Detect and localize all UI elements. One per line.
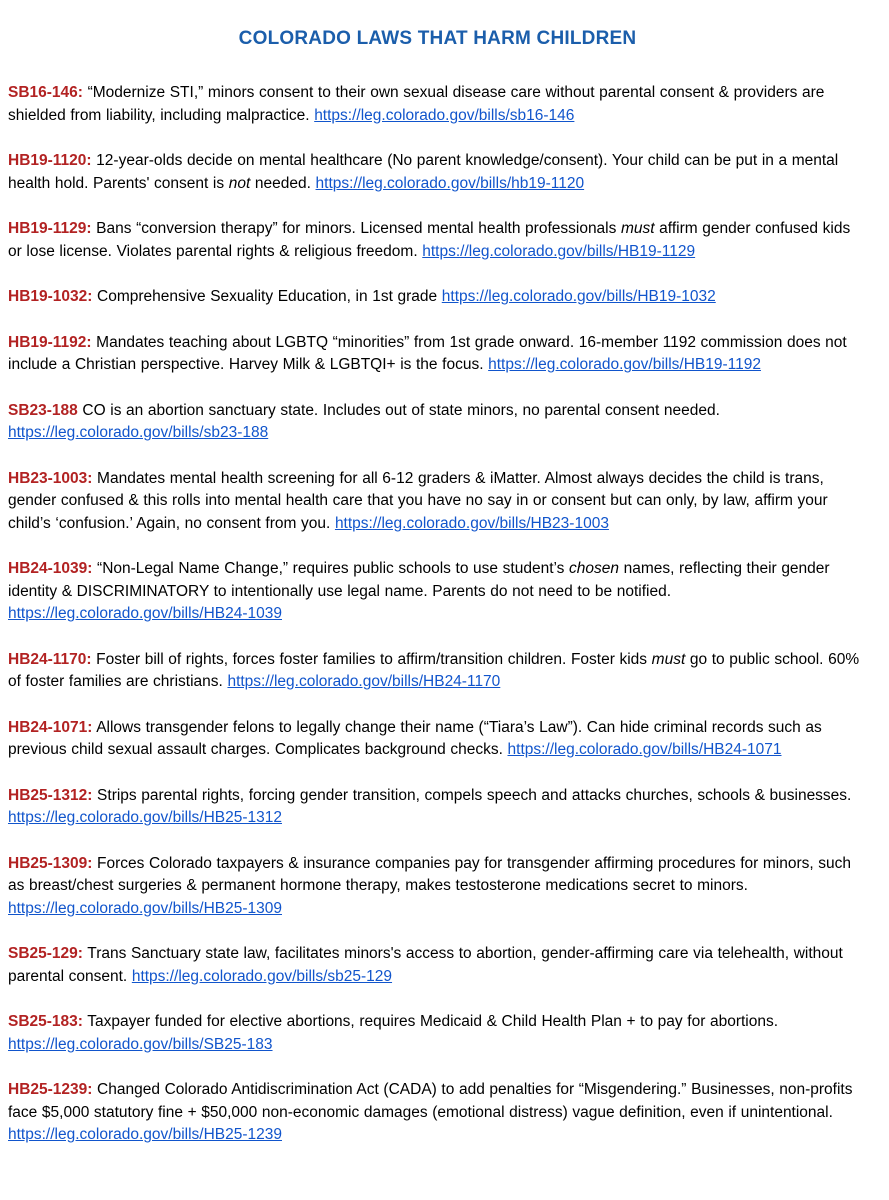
bill-link[interactable]: https://leg.colorado.gov/bills/HB24-1039 <box>8 605 282 622</box>
law-item <box>8 332 867 377</box>
body-text: needed. <box>250 174 316 192</box>
body-text: “Modernize STI,” minors consent to their own sexual disease care without parental consent & providers are shielded from liability, including malpractice. <box>8 84 825 124</box>
body-text: “Non-Legal Name Change,” requires public schools to use student’s <box>92 560 570 577</box>
bill-link[interactable]: https://leg.colorado.gov/bills/HB25-1309 <box>8 899 282 917</box>
body-text-italic: not <box>228 174 251 192</box>
body-text-italic: must <box>620 220 655 237</box>
bill-link[interactable]: https://leg.colorado.gov/bills/HB24-1071 <box>507 741 782 758</box>
bill-number: HB23-1003: <box>8 469 93 487</box>
bill-link[interactable]: https://leg.colorado.gov/bills/HB19-1032 <box>441 288 716 305</box>
law-item <box>8 785 867 830</box>
bill-number: HB24-1039: <box>8 560 93 577</box>
bill-number: SB16-146: <box>8 84 83 101</box>
body-text: Allows transgender felons to legally change their name (“Tiara’s Law”). Can hide criminal records such as previous child sexual assault charges. Complicates background checks. <box>8 718 822 758</box>
body-text: names, reflecting their gender identity & DISCRIMINATORY to intentionally use legal name. Parents do not need to be notified. <box>8 560 830 600</box>
body-text: Trans Sanctuary state law, facilitates minors's access to abortion, gender-affirming care via telehealth, without parental consent. <box>8 945 843 985</box>
bill-number: HB25-1309: <box>8 854 93 872</box>
bill-link[interactable]: https://leg.colorado.gov/bills/HB25-1312 <box>8 809 282 826</box>
bill-number: SB23-188 <box>8 401 78 419</box>
bill-number: HB19-1120: <box>8 152 92 169</box>
bill-link[interactable]: https://leg.colorado.gov/bills/HB25-1239 <box>8 1126 282 1143</box>
body-text: go to public school. 60% of foster families are christians. <box>8 650 860 690</box>
bill-link[interactable]: https://leg.colorado.gov/bills/sb25-129 <box>131 967 393 985</box>
bill-number: HB24-1170: <box>8 650 92 668</box>
bill-number: HB19-1129: <box>8 220 92 237</box>
body-text: Comprehensive Sexuality Education, in 1st grade <box>92 288 442 305</box>
law-item <box>8 1011 867 1056</box>
bill-link[interactable]: https://leg.colorado.gov/bills/sb23-188 <box>8 424 269 441</box>
bill-link[interactable]: https://leg.colorado.gov/bills/HB23-1003 <box>334 514 609 532</box>
bill-number: HB24-1071: <box>8 718 93 736</box>
law-item <box>8 943 867 988</box>
bill-link[interactable]: https://leg.colorado.gov/bills/hb19-1120 <box>315 174 585 192</box>
bill-link[interactable]: https://leg.colorado.gov/bills/HB19-1129 <box>422 242 696 260</box>
body-text: Forces Colorado taxpayers & insurance companies pay for transgender affirming procedures for minors, such as breast/chest surgeries & permanent hormone therapy, makes testosterone medications secret to minors. <box>8 854 852 894</box>
law-item <box>8 468 867 536</box>
body-text-italic: chosen <box>569 560 620 577</box>
bill-number: HB19-1192: <box>8 333 92 351</box>
body-text: 12-year-olds decide on mental healthcare (No parent knowledge/consent). Your child can be put in a mental health hold. Parents' consent is <box>8 152 839 192</box>
bill-number: HB25-1239: <box>8 1081 93 1098</box>
bill-link[interactable]: https://leg.colorado.gov/bills/sb16-146 <box>314 106 575 124</box>
law-item <box>8 400 867 445</box>
law-item <box>8 1079 867 1147</box>
bill-link[interactable]: https://leg.colorado.gov/bills/HB19-1192 <box>488 356 761 373</box>
law-item <box>8 853 867 921</box>
law-list <box>8 82 867 1147</box>
law-item <box>8 150 867 195</box>
body-text: Mandates mental health screening for all 6-12 graders & iMatter. Almost always decides the child is trans, gender confused & this rolls into mental health care that you have no say in or consent but can only, by law, affirm your child’s ‘confusion.’ Again, no consent from you. <box>8 469 828 532</box>
law-item <box>8 286 867 309</box>
bill-number: HB25-1312: <box>8 786 93 804</box>
law-item <box>8 218 867 263</box>
body-text: Taxpayer funded for elective abortions, requires Medicaid & Child Health Plan + to pay for abortions. <box>82 1013 779 1030</box>
law-item <box>8 717 867 762</box>
body-text: Changed Colorado Antidiscrimination Act (CADA) to add penalties for “Misgendering.” Businesses, non-profits face $5,000 statutory fine + $50,000 non-economic damages (emotional distress) vague definition, even if unintentional. <box>8 1081 853 1121</box>
bill-link[interactable]: https://leg.colorado.gov/bills/SB25-183 <box>8 1035 273 1053</box>
body-text: Bans “conversion therapy” for minors. Licensed mental health professionals <box>91 220 621 237</box>
law-item <box>8 649 867 694</box>
bill-link[interactable]: https://leg.colorado.gov/bills/HB24-1170 <box>227 673 501 690</box>
law-item <box>8 82 867 127</box>
body-text: CO is an abortion sanctuary state. Includes out of state minors, no parental consent needed. <box>77 401 720 419</box>
body-text: Strips parental rights, forcing gender transition, compels speech and attacks churches, schools & businesses. <box>92 786 852 804</box>
body-text-italic: must <box>651 650 686 668</box>
body-text: Foster bill of rights, forces foster families to affirm/transition children. Foster kids <box>91 650 652 668</box>
law-item <box>8 558 867 626</box>
body-text: affirm gender confused kids or lose license. Violates parental rights & religious freedom. <box>8 220 851 260</box>
bill-number: HB19-1032: <box>8 288 93 305</box>
bill-number: SB25-183: <box>8 1013 83 1030</box>
body-text: Mandates teaching about LGBTQ “minorities” from 1st grade onward. 16-member 1192 commission does not include a Christian perspective. Harvey Milk & LGBTQI+ is the focus. <box>8 333 847 373</box>
page-title: COLORADO LAWS THAT HARM CHILDREN <box>238 28 637 49</box>
bill-number: SB25-129: <box>8 945 83 962</box>
